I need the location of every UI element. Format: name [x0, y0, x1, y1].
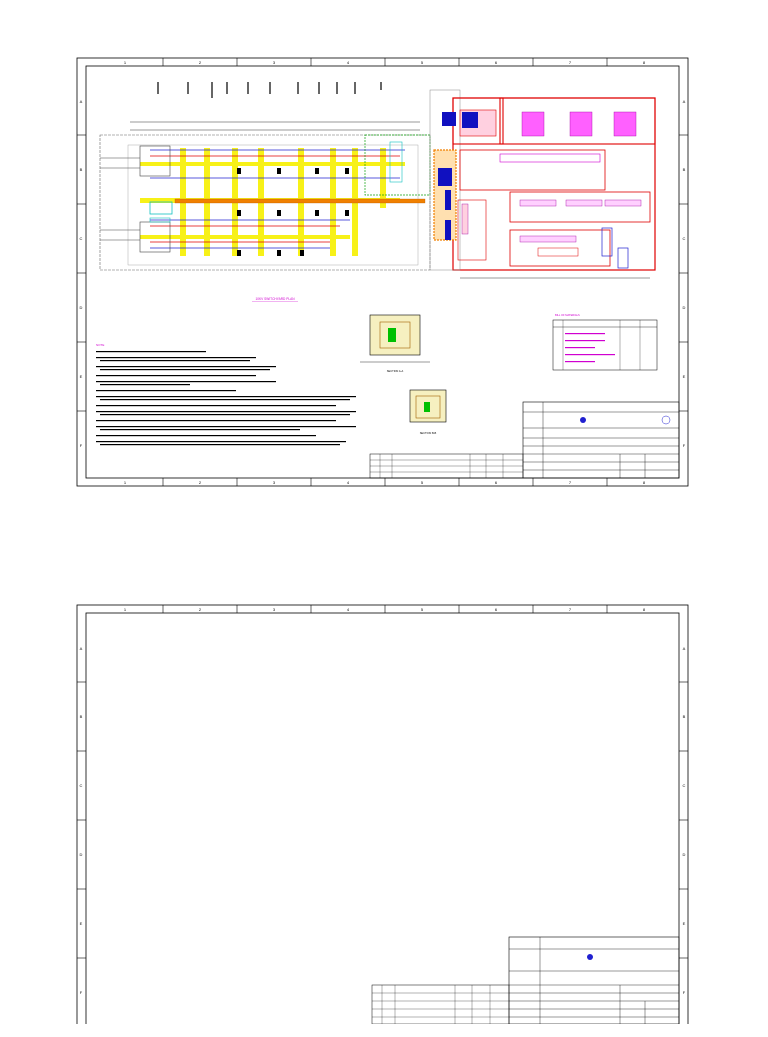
row-label: F: [682, 443, 686, 448]
col-label: 4: [346, 480, 350, 485]
col-label: 2: [198, 607, 202, 612]
notes-block: [96, 343, 356, 445]
col-label: 1: [123, 480, 127, 485]
row-label: D: [682, 305, 686, 310]
col-label: 8: [642, 480, 646, 485]
col-label: 5: [420, 607, 424, 612]
row-label: B: [682, 167, 686, 172]
row-label: C: [79, 236, 83, 241]
col-label: 1: [123, 60, 127, 65]
col-label: 2: [198, 480, 202, 485]
row-label: F: [79, 990, 83, 995]
row-label: E: [79, 374, 83, 379]
col-label: 6: [494, 607, 498, 612]
row-label: A: [682, 99, 686, 104]
row-label: D: [682, 852, 686, 857]
row-label: D: [79, 852, 83, 857]
row-label: B: [682, 714, 686, 719]
col-label: 5: [420, 60, 424, 65]
col-label: 8: [642, 60, 646, 65]
col-label: 7: [568, 480, 572, 485]
row-label: C: [79, 783, 83, 788]
section-b-title: SECTION B-B: [419, 432, 437, 435]
drawing-sheet-2: [0, 597, 768, 1037]
col-label: 6: [494, 480, 498, 485]
row-label: C: [682, 236, 686, 241]
row-label: E: [682, 374, 686, 379]
drawing-sheet-1: [0, 50, 768, 490]
section-b-b: [410, 390, 446, 435]
plan-title: 10KV SWITCHYARD PLAN: [255, 297, 295, 301]
col-label: 5: [420, 480, 424, 485]
col-label: 3: [272, 480, 276, 485]
row-label: F: [682, 990, 686, 995]
section-a-title: SECTION A-A: [386, 370, 404, 373]
row-label: E: [682, 921, 686, 926]
row-label: F: [79, 443, 83, 448]
notes-title: NOTE: [96, 343, 105, 347]
row-label: A: [79, 646, 83, 651]
col-label: 3: [272, 60, 276, 65]
col-label: 3: [272, 607, 276, 612]
section-a-a: [360, 315, 430, 373]
col-label: 8: [642, 607, 646, 612]
row-label: A: [79, 99, 83, 104]
col-label: 4: [346, 60, 350, 65]
row-label: E: [79, 921, 83, 926]
col-label: 7: [568, 60, 572, 65]
control-building: [430, 90, 655, 278]
sheet-1-canvas: [0, 50, 768, 490]
row-label: C: [682, 783, 686, 788]
row-label: A: [682, 646, 686, 651]
bill-of-materials: [553, 313, 657, 370]
col-label: 6: [494, 60, 498, 65]
col-label: 1: [123, 607, 127, 612]
col-label: 2: [198, 60, 202, 65]
row-label: B: [79, 167, 83, 172]
title-block-2: [372, 937, 679, 1024]
row-label: D: [79, 305, 83, 310]
row-label: B: [79, 714, 83, 719]
switchyard-plan: [100, 82, 430, 302]
col-label: 4: [346, 607, 350, 612]
bom-title: BILL OF MATERIALS: [555, 314, 580, 317]
col-label: 7: [568, 607, 572, 612]
sheet-2-canvas: [0, 597, 768, 1024]
